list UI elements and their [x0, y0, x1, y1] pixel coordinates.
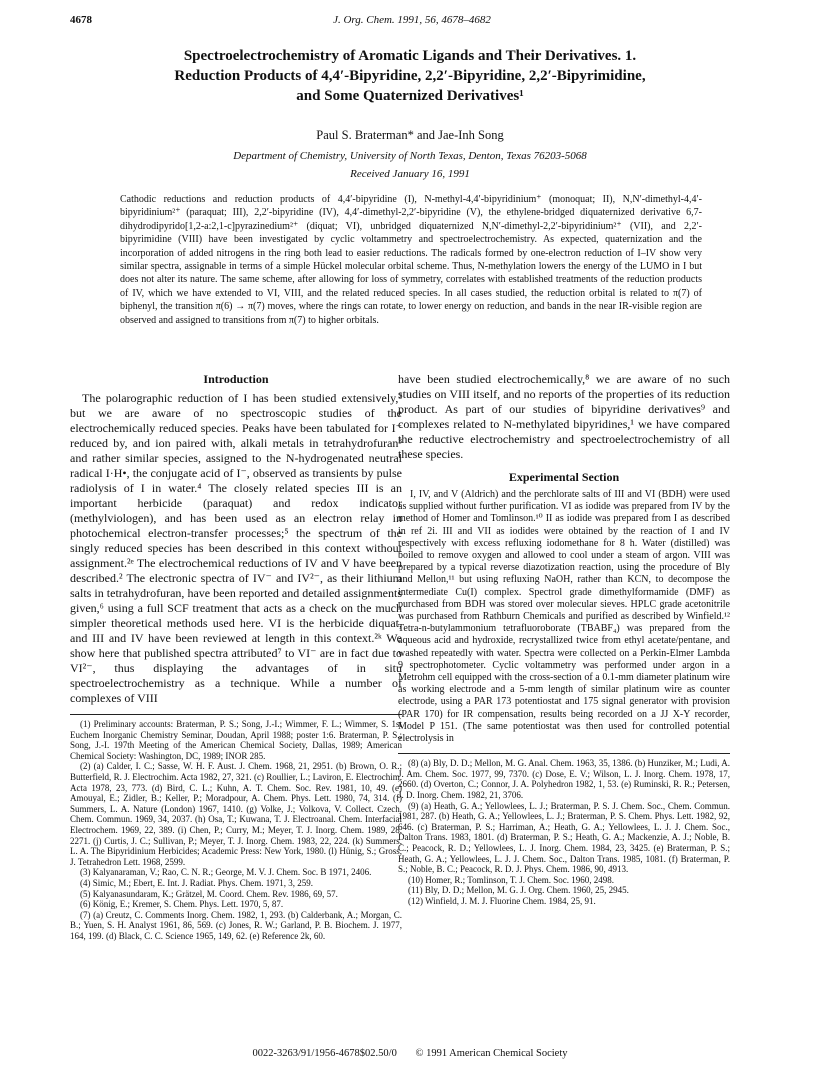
footnotes-right: [398, 758, 730, 906]
footer-code: 0022-3263/91/1956-4678$02.50/0: [252, 1048, 397, 1059]
footnote-divider: [398, 753, 730, 754]
affiliation: Department of Chemistry, University of North Texas, Denton, Texas 76203-5068: [233, 150, 587, 162]
article-title: [100, 46, 720, 106]
footnote: (2) (a) Calder, I. C.; Sasse, W. H. F. Aust. J. Chem. 1968, 21, 2951. (b) Brown, O. R.; Butterfield, R. J. Electrochim. Acta 1982, 27, 321. (c) Roullier, L.; Laviron, E. Electrochim. Acta 1978, 23, 773. (d) Bird, C. L.; Kuhn, A. T. Chem. Soc. Rev. 1981, 10, 49. (e) Amouyal, E.; Zidler, B.; Keller, P.; Moradpour, A. Chem. Phys. Lett. 1980, 74, 314. (f) Summers, L. A. Nature (London) 1967, 1410. (g) Volke, J.; Volkova, V. Collect. Czech. Chem. Commun. 1969, 34, 2037. (h) Osa, T.; Kuwana, T. J. Electroanal. Chem. Interfacial Electrochem. 1969, 22, 389. (i) Chen, P.; Curry, M.; Meyer, T. J. Inorg. Chem. 1989, 28, 2271. (j) Curtis, J. C.; Sullivan, P.; Meyer, T. J. Inorg. Chem. 1983, 22, 224. (k) Summers, L. A. The Bipyridinium Herbicides; Academic Press: New York, 1980. (l) Hünig, S.; Gross, J. Tetrahedron Lett. 1968, 2599.: [70, 761, 402, 867]
introduction-heading: Introduction: [203, 372, 269, 386]
footnote: (11) Bly, D. D.; Mellon, M. G. J. Org. Chem. 1960, 25, 2945.: [408, 885, 629, 896]
title-line: Reduction Products of 4,4′-Bipyridine, 2,2′-Bipyridine, 2,2′-Bipyrimidine,: [174, 68, 646, 84]
footnote: (7) (a) Creutz, C. Comments Inorg. Chem. 1982, 1, 293. (b) Calderbank, A.; Morgan, C. B.; Yuen, S. H. Analyst 1961, 86, 569. (c) Jones, R. W.; Garland, P. B. Biochem. J. 1977, 164, 199. (d) Black, C. C. Science 1965, 149, 62. (e) Reference 2k, 60.: [70, 909, 402, 941]
page-number: 4678: [70, 14, 92, 26]
footnote: (5) Kalyanasundaram, K.; Grätzel, M. Coord. Chem. Rev. 1986, 69, 57.: [80, 888, 338, 899]
right-column: [398, 372, 730, 907]
footnote: (6) König, E.; Kremer, S. Chem. Phys. Lett. 1970, 5, 87.: [80, 899, 284, 910]
page-footer: [0, 1048, 820, 1059]
title-line: and Some Quaternized Derivatives¹: [296, 88, 524, 104]
footer-copyright: © 1991 American Chemical Society: [415, 1048, 568, 1059]
received-date: Received January 16, 1991: [350, 168, 470, 180]
introduction-paragraph: The polarographic reduction of I has been studied extensively,² but we are aware of no spectroscopic studies of the electrochemically reduced species. Peaks have been tabulated for I⁻ reduced by, and ion paired with, alkali metals in tetrahydrofuran³ and rather similar species, assigned to the N-hydrogenated neutral radical I·H•, the conjugate acid of I⁻, observed as transients by pulse radiolysis of I in water.⁴ The closely related species III is an important herbicide (paraquat) and redox indicator (methylviologen), and has been used as an electron relay in photochemical electron-transfer processes;⁵ the spectrum of the singly reduced species has been described in this context without assignment.²ᵉ The electrochemical reductions of IV and V have been described.² The electronic spectra of IV⁻ and IV²⁻, as their lithium salts in tetrahydrofuran, have been reported and detailed assignments given,⁶ using a full SCF treatment that acts as a check on the much simpler theoretical methods used here. VI is the herbicide diquat, and III and IV have been reviewed at length in this context.²ᵏ We show here that published spectra attributed⁷ to VI⁻ are in fact due to VI²⁻, thus displaying the advantages of in situ spectroelectrochemistry as a technique. While a number of complexes of VIII: [70, 391, 402, 705]
footnote: (8) (a) Bly, D. D.; Mellon, M. G. Anal. Chem. 1963, 35, 1386. (b) Hunziker, M.; Ludi, A. J. Am. Chem. Soc. 1977, 99, 7370. (c) Dose, E. V.; Wilson, L. J. Inorg. Chem. 1978, 17, 2660. (d) Overton, C.; Connor, J. A. Polyhedron 1982, 1, 53. (e) Ruminski, R. R.; Petersen, J. D. Inorg. Chem. 1982, 21, 3706.: [398, 758, 730, 801]
footnote: (10) Homer, R.; Tomlinson, T. J. Chem. Soc. 1960, 2498.: [408, 874, 615, 885]
journal-citation: J. Org. Chem. 1991, 56, 4678–4682: [333, 14, 491, 26]
footnotes-left: [70, 719, 402, 941]
footnote: (4) Simic, M.; Ebert, E. Int. J. Radiat. Phys. Chem. 1971, 3, 259.: [80, 877, 313, 888]
footnote: (3) Kalyanaraman, V.; Rao, C. N. R.; George, M. V. J. Chem. Soc. B 1971, 2406.: [80, 867, 372, 878]
experimental-heading: Experimental Section: [508, 470, 620, 484]
left-column: [70, 372, 402, 941]
introduction-continuation: have been studied electrochemically,⁸ we are aware of no such studies on VIII itself, and no reports of the properties of its reduction product. As part of our studies of bipyridine derivatives⁹ and complexes related to N-methylated bipyridines,¹ we have compared the reductive electrochemistry and spectroelectrochemistry of all these species.: [398, 372, 730, 461]
abstract: Cathodic reductions and reduction products of 4,4′-bipyridine (I), N-methyl-4,4′-bipyridinium⁺ (monoquat; II), N,N′-dimethyl-4,4′-bipyridinium²⁺ (paraquat; III), 2,2′-bipyridine (IV), 4,4′-dimethyl-2,2′-bipyridine (V), the ethylene-bridged diquaternized derivative 6,7-dihydrodipyrido[1,2-a:2,1-c]pyrazinedium²⁺ (diquat; VI), unbridged diquaternized N,N′-dimethyl-2,2′-bipyridinium²⁺ (VII), and 2,2′-bipyrimidine (VIII) have been investigated by cyclic voltammetry and spectroelectrochemistry. As expected, quaternization and the incorporation of added nitrogens in the ring both lead to easier reductions. The radicals formed by one-electron reduction of I–IV show very similar spectra, assignable in terms of a simple Hückel molecular orbital scheme. Thus, N-methylation lowers the energy of the LUMO in I but does not alter its nature. The same scheme, after allowing for loss of symmetry, correlates with established treatments of the reduction products of IV, which we have extended to VI, VIII, and the related reduced species. In all cases studied, the reduction orbital is related to π(7) of biphenyl, the transition π(6) → π(7) moves, where the rings can rotate, to lower energy on reduction, and bands in the near IR-visible region are observed and assigned to transitions from π(7) to higher orbitals.: [120, 194, 702, 326]
running-header: [70, 14, 754, 32]
footnote: (12) Winfield, J. M. J. Fluorine Chem. 1984, 25, 91.: [408, 895, 596, 906]
authors: Paul S. Braterman* and Jae-Inh Song: [316, 128, 504, 142]
experimental-paragraph: I, IV, and V (Aldrich) and the perchlorate salts of III and VI (BDH) were used as supplied without further purification. VI as iodide was prepared from IV by the method of Homer and Tomlinson.¹⁰ II as iodide was prepared from I as described in ref 2i. III and VII as iodides were obtained by the reaction of I and IV respectively with excess refluxing iodomethane for 8 h. Water (distilled) was boiled to remove oxygen and allowed to cool under a steam of argon. VIII was prepared by a typical reverse diazotization reaction, using the procedure of Bly and Mellon,¹¹ but using refluxing NaOH, rather than KCN, to decompose the intermediate Cu(I) complex. Spectrol grade dimethylformamide (DMF) as purchased from BDH was stored over molecular sieves. HPLC grade acetonitrile was purchased from Rathburn Chemicals and purified as described by Winfield.¹² Tetra-n-butylammonium tetrafluoroborate (TBABF₄) was prepared from the aqueous acid and hydroxide, recrystallized twice from ethyl acetate/pentane, and washed repeatedly with water. Spectra were collected on a Perkin-Elmer Lambda 9 spectrophotometer. Cyclic voltammetry was performed under argon in a Metrohm cell equipped with the cross-section of a 0.1-mm diameter platinum wire as working electrode and a 5-mm length of similar platinum wire as counter electrode, using a PAR 173 potentiostat and 175 signal generator with provision (PAR 170) for IR compensation, results being recorded on a JJ X-Y recorder, Model P 151. (The same potentiostat was then used for controlled potential electrolysis in: [398, 489, 730, 745]
footnote-divider: [70, 714, 402, 715]
footnote: (9) (a) Heath, G. A.; Yellowlees, L. J.; Braterman, P. S. J. Chem. Soc., Chem. Commun. 1981, 287. (b) Heath, G. A.; Yellowlees, L. J.; Braterman, P. S. Chem. Phys. Lett. 1982, 92, 646. (c) Braterman, P. S.; Harriman, A.; Heath, G. A.; Yellowlees, L. J. J. Chem. Soc., Dalton Trans. 1983, 1801. (d) Braterman, P. S.; Heath, G. A.; Mackenzie, A. J.; Noble, B. C.; Peacock, R. D.; Yellowlees, L. J. Inorg. Chem. 1984, 23, 3425. (e) Braterman, P. S.; Heath, G. A.; Yellowlees, L. J. J. Chem. Soc., Dalton Trans. 1985, 1081. (f) Braterman, P. S.; Noble, B. C.; Peacock, R. D. J. Phys. Chem. 1986, 90, 4913.: [398, 800, 730, 875]
footnote: (1) Preliminary accounts: Braterman, P. S.; Song, J.-I.; Wimmer, F. L.; Wimmer, S. 1st Euchem Inorganic Chemistry Seminar, Doudan, April 1988; poster 1:6. Braterman, P. S.; Song, J.-I. 197th Meeting of the American Chemical Society, Dallas, 1989; American Chemical Society: Washington, DC, 1989; INOR 285.: [70, 719, 402, 761]
title-line: Spectroelectrochemistry of Aromatic Ligands and Their Derivatives. 1.: [183, 48, 637, 64]
